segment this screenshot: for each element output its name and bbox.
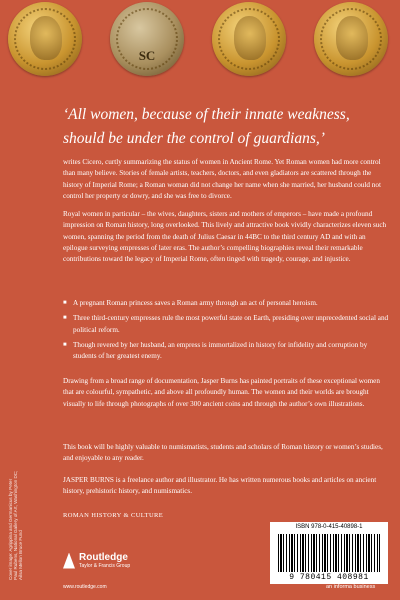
list-item: ■ A pregnant Roman princess saves a Roman army through an act of personal heroism.	[63, 298, 390, 309]
informa-tagline: an informa business	[326, 584, 376, 590]
publisher-name: Routledge	[79, 552, 128, 563]
list-item: ■ Three third-century empresses rule the most powerful state on Earth, presiding over unprecedented social and political reform.	[63, 313, 390, 336]
cover-credit: Cover image: Agrippina and Germanicus by Peter Paul Rubens, National Gallery of Art, Washington DC; Ailsa Mellon Bruce Fund	[8, 470, 23, 580]
paragraph-royal-women: Royal women in particular – the wives, daughters, sisters and mothers of emperors – have made a profound impression on Roman history, long overlooked. This lively and attractive book vividly characterizes eleven such women, spanning the period from the death of Julius Caesar in 44BC to the third century AD and with an epilogue surveying empresses of later eras. The author’s compelling biographies reveal their remarkable contributions toward the legacy of Imperial Rome, often tinged with tragedy, courage, and injustice.	[63, 210, 387, 264]
barcode-icon	[278, 534, 380, 572]
portrait	[234, 16, 266, 60]
portrait	[30, 16, 62, 60]
subject-category: ROMAN HISTORY & CULTURE	[63, 512, 164, 519]
publisher-website: www.routledge.com	[63, 584, 107, 590]
pull-quote: ‘All women, because of their innate weakness, should be under the control of guardians,’	[63, 106, 350, 147]
coin-sc-mark: SC	[138, 48, 156, 63]
highlights-list	[63, 298, 390, 366]
paragraph-intro: writes Cicero, curtly summarizing the status of women in Ancient Rome. Yet Roman women had more control than many believe. Stories of female artists, teachers, doctors, and even gladiators are scattered through the history of Imperial Rome; a Roman woman did not change her name when she married, her husband could not control her property or dowry, and she was free to divorce.	[63, 158, 381, 200]
coin-sc	[110, 2, 184, 76]
barcode-number: 9 780415 408981	[289, 573, 369, 582]
isbn-label: ISBN 978-0-415-40898-1	[295, 524, 363, 530]
list-item: ■ Though revered by her husband, an empress is immortalized in history for infidelity and corruption by students of her greatest enemy.	[63, 340, 390, 363]
isbn-barcode-box	[270, 522, 388, 584]
coin-faustina-augusta	[314, 2, 388, 76]
paragraph-audience: This book will be highly valuable to numismatists, students and scholars of Roman history or women’s studies, and enjoyable to any reader.	[63, 443, 383, 463]
routledge-logo-icon	[63, 553, 75, 569]
paragraph-documentation: Drawing from a broad range of documentation, Jasper Burns has painted portraits of these exceptional women that are colourful, sympathetic, and above all profoundly human. The women and their worlds are brought visually to life through photographs of over 300 ancient coins and through the author’s own illustrations.	[63, 377, 380, 408]
coin-banner	[0, 0, 400, 80]
publisher-logo	[63, 552, 130, 569]
coin-diva-faustina	[212, 2, 286, 76]
author-bio: JASPER BURNS is a freelance author and illustrator. He has written numerous books and articles on ancient history, prehistoric history, and numismatics.	[63, 476, 377, 496]
coin-agrippina	[8, 2, 82, 76]
portrait	[336, 16, 368, 60]
publisher-group: Taylor & Francis Group	[79, 563, 131, 569]
publisher-text	[79, 552, 130, 569]
